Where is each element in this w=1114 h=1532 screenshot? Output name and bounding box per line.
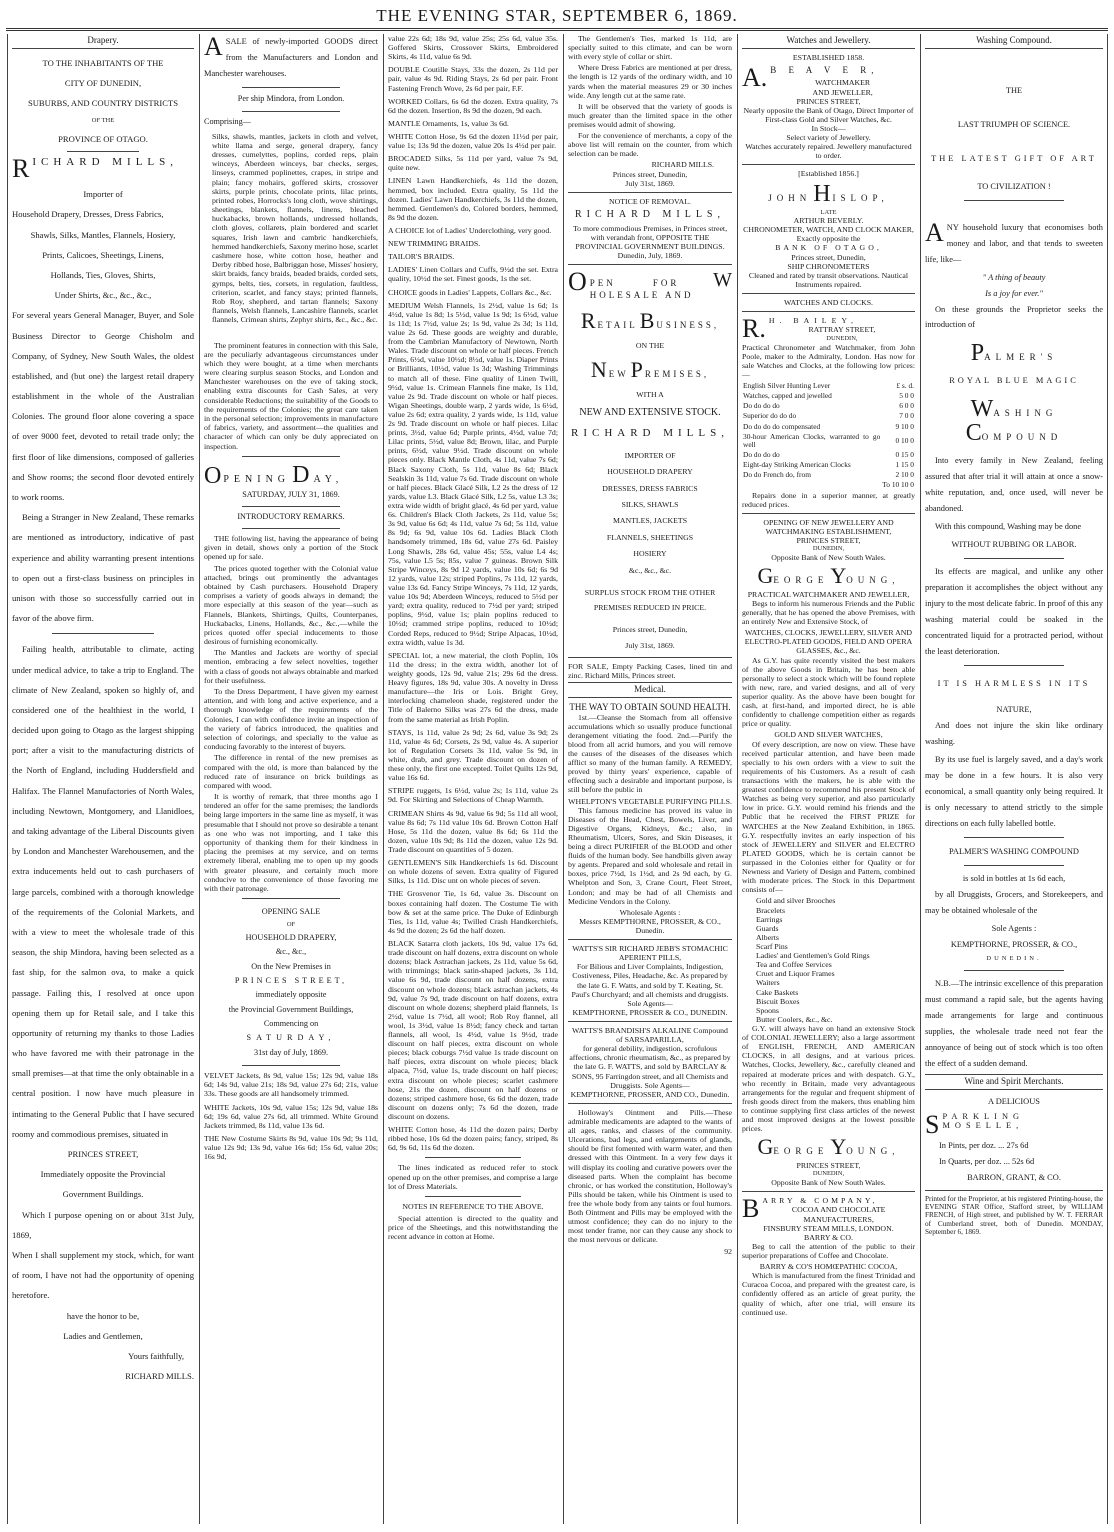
price-item: Superior do do do <box>743 411 797 421</box>
young-caps: WATCHES, CLOCKS, JEWELLERY, SILVER AND ELECTRO-PLATED GOODS, FIELD AND OPERA GLASSES, &c., &c. <box>744 628 913 656</box>
notes-heading: NOTES IN REFERENCE TO THE ABOVE. <box>402 1201 544 1211</box>
goods-list: IMPORTER OF HOUSEHOLD DRAPERY DRESSES, DRESS FABRICS SILKS, SHAWLS MANTLES, JACKETS FLANNELS, SHEETINGS HOSIERY &c., &c., &c. <box>602 451 698 575</box>
divider <box>52 633 154 634</box>
divider <box>568 1021 732 1022</box>
open-for-heading: O PEN FOR W HOLESALE AND <box>568 266 732 300</box>
column-rule <box>7 34 8 1524</box>
column-6 <box>925 34 1103 1524</box>
notes-body: Special attention is directed to the quality and price of the Sheetings, and this notwithstanding the recent advance in cotton at Home. <box>388 1213 558 1242</box>
item-velvet-jackets: VELVET Jackets, 8s 9d, value 15s; 12s 9d, value 18s 6d; 14s 9d, value 21s; 18s 9d, value 27s 6d; 21s, value 33s. These goods are all handsomely trimmed. <box>204 1070 378 1099</box>
divider <box>568 192 732 193</box>
price-value: 6 0 0 <box>899 401 914 411</box>
price-value: 5 0 0 <box>899 391 914 401</box>
sole-agents: Sole Agents : <box>991 923 1037 933</box>
address-line: TO THE INHABITANTS OF THE <box>42 57 164 68</box>
price-row <box>742 450 915 460</box>
nature: NATURE, <box>996 705 1032 715</box>
opening-sale: OPENING SALE OF HOUSEHOLD DRAPERY, &c., &c., On the New Premises in PRINCES STREET, immediately opposite the Provincial Government Buildings, Commencing on SATURDAY, 31st day of July, 1869. <box>228 907 354 1057</box>
footnote: The lines indicated as reduced refer to stock opened up on the other premises, and comprise a large lot of Dress Materials. <box>388 1163 558 1191</box>
delicious: A DELICIOUS <box>988 1096 1040 1106</box>
divider <box>67 151 140 152</box>
late: LATE <box>820 208 837 216</box>
remarks-body <box>204 534 378 893</box>
stock-item: Bracelets <box>756 905 786 915</box>
into: Into every family in New Zealand, feeling assured that after trial it will attain at once a snow-white reputation, and, once used, will never be abandoned. <box>925 456 1103 514</box>
price-item <box>742 480 881 490</box>
item: A CHOICE lot of Ladies' Underclothing, very good. <box>388 225 552 235</box>
ship: SHIP CHRONOMETERS <box>787 261 870 271</box>
stock-item: Scarf Pins <box>756 941 788 951</box>
with-a: WITH A <box>636 390 664 400</box>
closing: Yours faithfully, <box>128 1350 184 1361</box>
closing: have the honor to be, <box>66 1310 140 1321</box>
way-heading: THE WAY TO OBTAIN SOUND HEALTH. <box>569 702 731 712</box>
paragraph: Which I purpose opening on or about 31st July, 1869, <box>12 1209 194 1240</box>
divider <box>242 1065 339 1066</box>
price-item: English Silver Hunting Lever <box>743 381 831 391</box>
barry-text: Beg to call the attention of the public to their superior preparations of Coffee and Chocolate. <box>742 1241 915 1260</box>
stock-item: Alberts <box>756 932 779 942</box>
opening-sub: DUNEDIN, <box>812 545 845 553</box>
paragraph: Failing health, attributable to climate, acting under medical advice, to take a trip to England. The climate of New Zealand, spoken so highly of, and considered one of the healthiest in the world, I decided upon going to Otago as the largest shipping port; after a visit to the manufacturing districts of the North of England, including Huddersfield and Halifax. The Flannel Manufactories of North Wales, including Newtown, Montgomery, and Llanidloes, and taking advantage of the Liberal Discounts given by London and Manchester Warehousemen, and the extra inducements held out to cash purchasers of large parcels, combined with a thorough knowledge of the requirements of the Colonial Markets, and with a view to meet the wholesale trade of this season, the ship Mindora, having been selected as a fast ship, for the salmon ova, to make a quick passage. Failing this, I resolved at once upon opening them up for Retail sale, and I take this opportunity of returning my thanks to those Ladies who have favored me with their patronage in the small premises—at that time the only obtainable in a central position. I now have much pleasure in intimating to the General Public that I have secured roomy and commodious premises, situated in <box>12 644 194 1139</box>
item: CRIMEAN Shirts 4s 9d, value 6s 9d; 5s 11d all wool, value 8s 6d; 7s 11d value 10s 6d. Brown Cotton Half Hose, 5s 11d the dozen, value 8s 6d; 6s 11d the dozen, value 10s 9d; 8s 11d the dozen, value 12s 9d. Trade discount on quantities of 5 dozen. <box>388 808 558 854</box>
line: Shawls, Silks, Mantles, Flannels, Hosiery, <box>30 229 176 240</box>
price-item: Watches, capped and jewelled <box>743 391 832 401</box>
gold-text: Of every description, are now on view. These have received particular attention, and have been made specially to his own orders with a view to suit the requirements of his Customers. As a result of cash transactions with the makers, he is able with the greatest confidence to recommend his present Stock of Watches as being very superior, and also particularly low in price. G.Y. would remind his friends and the Public that he received the FIRST PRIZE for WATCHES at the New Zealand Exhibition, in 1865. G.Y. respectfully invites an early inspection of his stock of JEWELLERY and SILVER and ELECTRO PLATED GOODS, which he is certain cannot be surpassed in the Colonies either for Quality or for Newness and Variety of Design and Pattern, combined with moderate prices. The Stock in this Department consists of— <box>742 739 915 895</box>
divider <box>925 1190 1103 1191</box>
young-addr: DUNEDIN, <box>812 1170 845 1178</box>
civilization: TO CIVILIZATION ! <box>977 181 1051 191</box>
cocoa: COCOA AND CHOCOLATE MANUFACTURERS, <box>791 1205 886 1224</box>
signature: RICHARD MILLS. <box>651 160 714 170</box>
washing-compound: WASHING COMPOUND <box>965 396 1063 447</box>
price-table <box>742 381 915 491</box>
price-value: 0 15 0 <box>895 450 914 459</box>
line: Prints, Calicoes, Sheetings, Linens, <box>42 249 164 260</box>
price-row <box>742 391 915 401</box>
paragraph: When I shall supplement my stock, which, for want of room, I have not had the opportunity of opening heretofore. <box>12 1249 194 1301</box>
paragraph: To the Dress Department, I have given my earnest attention, and with long and active experience, and a thorough knowledge of the requirements of the Colonies, I can with confidence invite an inspection of the variety of fabrics introduced, the qualities and selection of colorings, and specially to the value as conducing favorably to the interest of buyers. <box>204 687 378 752</box>
column-1 <box>12 34 194 1524</box>
beaver-text: Nearly opposite the Bank of Otago, Direct Importer of First-class Gold and Silver Watches, &c. <box>743 105 914 124</box>
hislop-heading: JOHN H ISLOP, <box>768 180 889 207</box>
homeo: BARRY & CO'S HOMŒPATHIC COCOA, <box>759 1262 898 1272</box>
column-rule <box>199 34 200 1524</box>
opening-heading: OPENING OF NEW JEWELLERY AND WATCHMAKING ESTABLISHMENT, <box>763 517 894 536</box>
price-table-body <box>742 381 915 491</box>
item: WORKED Collars, 6s 6d the dozen. Extra quality, 7s 6d the dozen. Insertion, 8s 9d the dozen, 9d each. <box>388 96 558 115</box>
stock-item: Guards <box>756 923 779 933</box>
repairs: Repairs done in a superior manner, at greatly reduced prices. <box>742 490 915 509</box>
divider <box>964 865 1064 866</box>
section-heading-washing: Washing Compound. <box>925 34 1103 49</box>
price-item: 30-hour American Clocks, warranted to go well <box>743 431 881 449</box>
column-rule <box>563 34 564 1524</box>
closing: Ladies and Gentlemen, <box>63 1330 143 1341</box>
watts-agent: KEMPTHORNE, PROSSER & CO., DUNEDIN. <box>572 1007 728 1017</box>
item: SPECIAL lot, a new material, the cloth Poplin, 10s 11d the dress; in the extra width, another lot of weighty goods, 12s 9d, value 21s; 29s 6d the dress. Heavy figures, 18s 9d, value 30s. A novelty in Dress manufacture—the Iris or Lois. Bright Grey, interlocking chameleon shade, registered under the Title of Balerno Silks was 27s 6d the dress, made from the same material as Irish Poplin. <box>388 650 558 724</box>
bailey-text: Practical Chronometer and Watchmaker, from John Poole, maker to the Admiralty, London. Has now for sale Watches and Clocks, at the following low prices:— <box>742 342 915 379</box>
advertiser-name <box>12 153 194 183</box>
price-value: 7 0 0 <box>899 411 914 421</box>
kempthorne: KEMPTHORNE, PROSSER, & CO., <box>950 939 1078 949</box>
line: Under Shirts, &c., &c., &c., <box>54 290 152 301</box>
item: LADIES' Linen Collars and Cuffs, 9½d the set. Extra quality, 10½d the set. Finest goods, 1s the set. <box>388 265 558 284</box>
paragraph: Being a Stranger in New Zealand, These remarks are mentioned as introductory, indicative of past experience and ability warranting present intentions to open out a first-class business on principles in unison with those so successfully carried out in favor of the above firm. <box>12 512 194 624</box>
divider <box>964 558 1064 559</box>
sold: is sold in bottles at 1s 6d each, <box>962 873 1066 883</box>
price-value: To 10 10 0 <box>882 480 914 490</box>
section-heading-wine: Wine and Spirit Merchants. <box>925 1074 1103 1090</box>
established: ESTABLISHED 1858. <box>792 52 865 62</box>
street-name: PRINCES STREET, <box>67 1149 139 1160</box>
grounds: On these grounds the Proprietor seeks the introduction of <box>925 304 1103 330</box>
masthead-rule <box>6 28 1108 31</box>
divider <box>568 939 732 940</box>
richard-mills: RICHARD MILLS, <box>570 427 729 440</box>
item: NEW TRIMMING BRAIDS. <box>388 239 481 249</box>
stock-item: Tea and Coffee Services <box>756 960 832 970</box>
name-text: ICHARD MILLS, <box>32 155 179 168</box>
pwc: PALMER'S WASHING COMPOUND <box>949 846 1079 856</box>
item: LINEN Lawn Handkerchiefs, 4s 11d the dozen, hemmed, box included. Extra quality, 5s 11d the dozen. Ladies' Lawn Handkerchiefs, 3s 11d the dozen, hemmed. Gentlemen's do, Colored borders, hemmed, 8s 9d the dozen. <box>388 176 558 222</box>
the: THE <box>1005 85 1023 95</box>
young-text: Begs to inform his numerous Friends and the Public generally, that he has opened the above Premises, with an entirely New and Extensive Stock, of <box>742 598 915 627</box>
price-item: Do do do do <box>743 401 780 411</box>
gift: THE LATEST GIFT OF ART <box>931 153 1097 163</box>
item-list <box>204 1071 378 1162</box>
price-value: 1 15 0 <box>895 460 914 470</box>
finsbury: FINSBURY STEAM MILLS, LONDON. <box>763 1223 894 1233</box>
princes: Princes street, Dunedin, <box>791 252 866 262</box>
stock-item: Waiters <box>756 978 780 988</box>
young-heading-2: GEORGE YOUNG, <box>757 1134 900 1160</box>
watts-heading: WATTS'S SIR RICHARD JEBB'S STOMACHIC APERIENT PILLS, <box>572 944 728 963</box>
line: Hollands, Ties, Gloves, Shirts, <box>50 269 156 280</box>
paragraph: The difference in rental of the new premises as compared with the old, is more than balanced by the reduced rate of insurance on brick buildings as compared with wood. <box>204 753 378 790</box>
drop-cap: R <box>12 153 30 183</box>
divider <box>568 1103 732 1104</box>
signature-line: Princes street, Dunedin, <box>612 169 688 179</box>
signature-line: July 31st, 1869. <box>625 178 675 188</box>
new-stock: NEW AND EXTENSIVE STOCK. <box>579 407 721 419</box>
any-text: ANY household luxury that economises both money and labor, and that tends to sweeten life, like— <box>925 217 1103 264</box>
stock-item: Butter Coolers, &c., &c. <box>756 1014 833 1024</box>
homeo-text: Which is manufactured from the finest Trinidad and Curacoa Cocoa, and prepared with the greatest care, is confidently offered as an article of great purity, the quality of which, after one trial, will ensure its continued use. <box>742 1271 915 1317</box>
price-item: Do do French do, from <box>743 470 811 480</box>
dunedin: DUNEDIN. <box>986 954 1042 962</box>
divider <box>425 1196 520 1197</box>
beaver-heading: A. B E A V E R, <box>742 62 879 92</box>
address-line: PROVINCE OF OTAGO. <box>58 133 148 144</box>
item: value 22s 6d; 18s 9d, value 25s; 25s 6d, value 35s. Goffered Skirts, Crossover Skirts, Embroidered Skirts, 4s 11d, value 6s 9d. <box>388 34 558 62</box>
pints: In Pints, per doz. ... 27s 6d <box>939 1140 1029 1150</box>
item: THE Grosvenor Tie, 1s 6d, value 3s. Discount on boxes containing half dozen. The Costume Tie with bow & set at the same price. The Duke of Edinburgh Ties, 1s 11d, value 4s; Twilled Crash Handkerchiefs, 4s 9d the dozen; 2s 6d the half dozen. <box>388 889 558 935</box>
young-addr: Opposite Bank of New South Wales. <box>771 1177 886 1187</box>
young-heading: GEORGE YOUNG, <box>757 562 900 588</box>
comprising-label: Comprising— <box>204 116 251 126</box>
quote: " A thing of beauty <box>982 272 1046 282</box>
paragraph: The prices quoted together with the Colonial value attached, brings out prominently the advantages obtained by Cash purchasers. Household Drapery comprises a variety of goods always in demand; the more especially at this season of the year—such as Flannels, Blankets, Shirtings, Quilts, Counterpanes, Huckabacks, Linens, Hollands, &c., &c.,—while the prices quoted offer special inducements to those desirous of furnishing economically. <box>204 563 378 647</box>
in-stock-2: Select variety of Jewellery. <box>786 133 871 143</box>
price-value: 0 10 0 <box>895 435 914 445</box>
established-2: [Established 1856.] <box>798 169 859 179</box>
new-premises: N EW P REMISES, <box>590 357 710 383</box>
brandish-heading: WATTS'S BRANDISH'S ALKALINE Compound of SARSAPARILLA, <box>572 1026 728 1045</box>
stock-list <box>742 896 915 1024</box>
item: DOUBLE Coutille Stays, 33s the dozen, 2s 11d per pair, value 4s 9d. Riding Stays, 2s 6d per pair. Front Fastening French Wove, 2s 6d per pair, F.F. <box>388 65 558 93</box>
ship-line: Per ship Mindora, from London. <box>237 93 345 103</box>
masthead <box>0 0 1114 30</box>
bank: BANK OF OTAGO, <box>775 243 882 253</box>
divider <box>742 164 915 165</box>
stock-item: Cake Baskets <box>756 987 799 997</box>
nb: N.B.—The intrinsic excellence of this preparation must command a rapid sale, but the agents having made arrangements for large and continuous supplies, the wholesale trade need not fear the annoyance of being out of stock which is too often the effect of a sudden demand. <box>925 978 1103 1068</box>
wc-heading: WATCHES AND CLOCKS. <box>783 297 874 307</box>
divider <box>242 506 339 507</box>
address-line: SUBURBS, AND COUNTRY DISTRICTS <box>27 98 179 109</box>
column-3 <box>388 34 558 1524</box>
line: Importer of <box>83 189 123 200</box>
barry-heading: B ARRY & COMPANY, <box>742 1194 878 1224</box>
price-row <box>742 460 915 470</box>
divider <box>742 293 915 294</box>
retail-business: R ETAIL B USINESS, <box>580 307 720 333</box>
injure: And does not injure the skin like ordinary washing. <box>925 720 1103 746</box>
young-title: PRACTICAL WATCHMAKER AND JEWELLER, <box>747 589 910 599</box>
removal-name: RICHARD MILLS, <box>574 208 725 220</box>
divider <box>964 970 1064 971</box>
stock-text: G.Y. will always have on hand an extensive Stock of COLONIAL JEWELLERY; also a large assortment of ENGLISH, FRENCH, AND AMERICAN CLOCKS, in all designs, and at various prices. Watches, Clocks, Jewellery, &c., carefully cleaned and repaired at moderate prices and with despatch. G.Y., who recently in Britain, made very advantageous arrangements for the regular and frequent shipment of fresh goods direct from the makers, thus enabling him to continue supplying first class articles of the newest and most improved designs at the lowest possible prices. <box>742 1023 915 1134</box>
price-item: Eight-day Striking American Clocks <box>743 460 851 470</box>
section-heading-watches: Watches and Jewellery. <box>742 34 915 49</box>
druggists: by all Druggists, Grocers, and Storekeepers, and may be obtained wholesale of the <box>925 889 1103 915</box>
way-text: 1st.—Cleanse the Stomach from all offensive accumulations which so usually produce functional derangement vitiating the food. 2nd.—Purify the blood from all acrid humors, and you will remove the causes of the diseases of the diseases which afflict so many of the human family. A REMEDY, proved by thirty years' experience, capable of effecting such a desirable and important purpose, is still before the public in <box>568 712 732 795</box>
item-white-jackets: WHITE Jackets, 10s 9d, value 15s; 12s 9d, value 18s 6d; 19s 6d, value 27s 6d, all trimmed. White Ground Jackets trimmed, 8s 11d, value 13s 6d. <box>204 1102 378 1130</box>
divider <box>568 264 732 265</box>
sig2: July 31st, 1869. <box>625 640 675 650</box>
beaver-line: PRINCES STREET, <box>796 96 861 106</box>
section-heading-drapery: Drapery. <box>12 34 194 49</box>
stock-item: Biscuit Boxes <box>756 996 800 1006</box>
column-rule <box>737 34 738 1524</box>
price-row <box>742 381 915 391</box>
surplus: SURPLUS STOCK FROM THE OTHER PREMISES REDUCED IN PRICE. <box>584 587 716 613</box>
price-row <box>742 401 915 411</box>
divider <box>742 513 915 514</box>
divider <box>742 311 915 312</box>
bailey-heading: R. H. BAILEY, RATTRAY STREET, DUNEDIN, <box>742 314 876 344</box>
beverly: ARTHUR BEVERLY. <box>793 216 864 226</box>
price-row <box>742 480 915 490</box>
stock-item: Gold and silver Brooches <box>756 896 836 906</box>
page-number: 92 <box>724 1246 732 1256</box>
item: TAILOR'S BRAIDS. <box>388 252 455 262</box>
item-costume-skirts: THE New Costume Skirts 8s 9d, value 10s 9d; 9s 11d, value 12s 9d; 13s 9d, value 16s 6d; 15s 6d, value 20s; 16s 9d, <box>204 1134 378 1162</box>
paragraph: For several years General Manager, Buyer, and Sole Business Director to George Chisholm and Company, of Sydney, New South Wales, the oldest established, and (but one) the largest retail drapery establishment in the whole of the Australian Colonies. The ground floor alone covering a space of over 9000 feet, devoted to retail trade only; the first floor of like dimensions, composed of galleries and Show rooms; the second floor devoted entirely to work rooms. <box>12 310 194 503</box>
divider <box>242 87 339 88</box>
young-addr: PRINCES STREET, <box>796 1161 861 1171</box>
column-2 <box>204 34 378 1524</box>
remarks-heading: INTRODUCTORY REMARKS. <box>237 512 345 522</box>
line: Immediately opposite the Provincial <box>40 1169 166 1180</box>
stock-item: Spoons <box>756 1005 779 1015</box>
watches-repaired: Watches accurately repaired. Jewellery manufactured to order. <box>745 142 912 161</box>
barry-2: BARRY & CO. <box>804 1232 853 1242</box>
removal-heading: NOTICE OF REMOVAL. <box>609 196 691 206</box>
divider <box>742 1191 915 1192</box>
exact: Exactly opposite the <box>796 234 861 244</box>
item: BROCADED Silks, 5s 11d per yard, value 7s 9d, quite new. <box>388 154 558 173</box>
harmless: IT IS HARMLESS IN ITS <box>937 679 1091 689</box>
opening-sub: Opposite Bank of New South Wales. <box>771 552 886 562</box>
young-text-2: As G.Y. has quite recently visited the best makers of the above Goods in Britain, he has been able personally to select a stock which will be found replete with new, rare, and varied designs, and all of very superior quality. As the above have been bought for cash, at first-hand, and imported direct, he is able confidently to challenge competition either as regards price or quality. <box>742 655 915 729</box>
sale-note: The prominent features in connection with this Sale, are the peculiarly advantageous circumstances under which they were bought, at a time when merchants were clearing surplus season Stocks, and London and Manchester warehouses on the eve of taking stock, enabling extra discounts for Cash Sales, at very considerable Reductions; the suitability of the Goods to the requirements of the Colonies; the great care taken in the personal selection; improvements in manufacture of fabrics, variety, and assortment—the qualities and character of which can only be duly appreciated on inspection. <box>204 340 378 451</box>
item: WHITE Cotton Hose, 9s 6d the dozen 11½d per pair, value 1s; 13s 9d the dozen, value 20s 1s 4½d per pair. <box>388 131 558 151</box>
stock-item: Earrings <box>756 914 783 924</box>
gold-heading: GOLD AND SILVER WATCHES, <box>774 730 883 740</box>
holloway-text: Holloway's Ointment and Pills.—These admirable medicaments are adapted to the wants of all ages, ranks, and classes of the community. Ulcerations, bad legs, and enlargements of glands, should be first fomented with warm water, and then dressed with this Ointment. In a very few days it will display its cooling and curative powers over the diseased parts. When the complaint has become chronic, or has worked the constitution, Holloway's Pills should be taken, while his Ointment is used to free the whole body from any taints or foul humors. Both Ointment and Pills may be employed with the utmost confidence; they can do no injury to the most tender frame, nor can they cause any shock to the most nervous or delicate. <box>568 1107 732 1245</box>
effects: Its effects are magical, and unlike any other preparation it accomplishes the object without any injury to the most delicate fabric. In proof of this any washing material could be soaked in the concentrated liquid for a protracted period, without the least deterioration. <box>925 567 1103 657</box>
column-rule <box>920 34 921 1524</box>
paragraph: It is worthy of remark, that three months ago I tendered an offer for the same premises; the landlords being large importers in the same line as myself, it was presumable that I should not prove so desirable a tenant as one who was not importing, and I take this opportunity of thanking them for their kindness in placing the premises at my service, and on terms extremely liberal, enabling me to open up my goods with greater pleasure, and certainly much more conducive to the convenience of those favoring me with their patronage. <box>204 792 378 893</box>
item: STAYS, 1s 11d, value 2s 9d; 2s 6d, value 3s 9d; 2s 11d, value 4s 6d; Corsets, 2s 9d, value 4s. A superior lot of Regulation Corsets 3s 11d, value 5s 9d, in white, drab, and grey. Trade discount on dozen of these only, the first one excepted. Toilet Quilts 12s 9d, value 16s 6d. <box>388 727 558 783</box>
brandish-text: for general debility, indigestion, scrofulous affections, chronic rheumatism, &c., as prepared by the late G. F. WATTS, and sold by BARCLAY & SONS, 95 Farringdon street, and all Chemists and Druggists. Sole Agents— <box>569 1044 731 1090</box>
stock-item: Cruet and Liquor Frames <box>756 969 835 979</box>
opening-day-heading: O PENING D AY, <box>204 461 344 489</box>
section-heading-medical: Medical. <box>568 682 732 698</box>
divider <box>242 456 339 457</box>
imprint: Printed for the Proprietor, at his registered Printing-house, the EVENING STAR Office, Stafford street, by WILLIAM FRENCH, of High street, and published by W. T. FERRAR of Cumberland street, both of Dunedin. MONDAY, September 6, 1869. <box>925 1194 1103 1236</box>
drop-cap: A <box>204 34 223 61</box>
item: STRIPE ruggets, 1s 6½d, value 2s; 1s 11d, value 2s 9d. For Skirting and Selections of Cheap Warmth. <box>388 786 558 805</box>
sparkling: S PARKLING MOSELLE, <box>925 1109 1025 1139</box>
item: CHOICE goods in Ladies' Lappets, Collars &c., &c. <box>388 287 552 297</box>
divider <box>964 837 1064 838</box>
column-5 <box>742 34 915 1524</box>
whelpton-text: This famous medicine has proved its value in Diseases of the Head, Chest, Bowels, Liver, and Digestive Organs, Kidneys, &c.; also, in Rheumatism, Ulcers, Sores, and Skin Diseases, it being a direct PURIFIER of the BLOOD and other fluids of the human body. See handbills given away by agents. Prepared and sold wholesale and retail in boxes, price 7½d, 1s 1½d, and 2s 9d each, by G. Whelpton and Son, 3, Crane Court, Fleet Street, London; and may be had of all Chemists and Medicine Vendors in the Colony. <box>568 805 732 906</box>
royal: ROYAL BLUE MAGIC <box>949 376 1079 386</box>
goods-list: Silks, shawls, mantles, jackets in cloth and velvet, white llama and serge, general drapery, fancy dresses, cumelyttes, poplins, corded reps, plain winceys, Aberdeen winceys, bar checks, serges, linseys, crammed poplinettes, crapes, in stripe and plain; fancy mohairs, goffered skirts, crossover skirts, purple prints, chocolate prints, lilac prints, printed robes, Horrocks's long cloth, wove shirtings, sheetings, blankets, flannels, linens, bleached huckabacks, brown hollands, undressed hollands, cloth gloves, collarets, plain bordered and scarlet squares, Irish lawn and cambric handkerchiefs, hemmed handkerchiefs, Saxony merino hose, scarlet cashmere hose, white cotton hose, heather and Derby ribbed hose, Balbriggan hose, Misses' hosiery, skirt braids, fancy braids, beaded braids, corded sets, gymps, belts, ties, corsets, in regulation, faultless, criterion, scarlet, and fancy stays; printed flannels, Rob Roy, shepherd, and tartan flannels; Saxony flannels, Welsh flannels, Lancashire flannels, scarlet flannels, Crimean shirts, Zephyr shirts, &c., &c., &c. <box>212 131 378 325</box>
divider <box>242 528 339 529</box>
chrono: CHRONOMETER, WATCH, AND CLOCK MAKER, <box>743 225 914 235</box>
price-value: 2 10 0 <box>895 470 914 480</box>
paragraph: It will be observed that the variety of goods is much greater than the limited space in the other premises would admit of showing. <box>568 101 732 129</box>
signature: RICHARD MILLS. <box>125 1371 194 1382</box>
with: With this compound, Washing may be done <box>935 522 1082 532</box>
paragraph: The Mantles and Jackets are worthy of special mention, embracing a few select novelties, together with a class of goods not always obtainable and marked for their usefulness. <box>204 648 378 685</box>
removal-text: To more commodious Premises, in Princes street, with verandah front, OPPOSITE THE PROVINCIAL GOVERNMENT BUILDINGS. Dunedin, July, 1869. <box>572 223 728 260</box>
divider <box>964 665 1064 666</box>
sig2: Princes street, Dunedin, <box>612 625 688 635</box>
beaver-line: AND JEWELLER, <box>812 87 873 97</box>
fuel: By its use fuel is largely saved, and a day's work may be done in a few hours. It is also very economical, a small quantity only being required. It is only necessary to attend strictly to the simple directions on each fully labelled bottle. <box>925 754 1103 828</box>
opening-date: SATURDAY, JULY 31, 1869. <box>242 490 340 500</box>
address-line: OF THE <box>91 117 115 125</box>
line: Household Drapery, Dresses, Dress Fabrics, <box>12 209 164 220</box>
barron: BARRON, GRANT, & CO. <box>967 1172 1061 1182</box>
price-row <box>742 432 915 450</box>
divider <box>425 1157 520 1158</box>
item: BLACK Satarra cloth jackets, 10s 9d, value 17s 6d, trade discount on half dozens, extra discount on whole dozens; black Astrachan jackets, 2s 11d, value 5s 6d, with trimmings; black satin-shaped jackets, 3s 11d, value 6s 9d, trade discount on half dozens, extra discount on whole dozens; black astrachan jackets, 4s 9d, value 7s 9d, trade discount on half dozens, extra discount on whole dozens; shepherd plaid flannels, 1s 2½d, value 1s 7½d, all wool; Rob Roy flannel, all wool, 1s 3½d, value 1s 8½d; fancy check and tartan flannels, all wool, 1s 4½d, value 1s 9½d, trade discount on half pieces, extra discount on whole pieces; black coburgs 7½d value 1s trade discount on half pieces, extra discount on whole pieces; black alpaca, 7½d, value 1s, trade discount on half pieces; extra discount on whole pieces; scarlet cashmere hose, 21s the dozen, discount on half dozens or dozens; striped cashmere hose, 6s 6d the dozen, trade discount on dozens only; 7s 6d the dozen, trade discount on dozens. <box>388 938 558 1122</box>
divider <box>964 200 1064 201</box>
wholesale-label: Wholesale Agents : <box>619 907 681 917</box>
price-value: £ s. d. <box>896 381 914 391</box>
opening-sub: PRINCES STREET, <box>796 536 861 545</box>
sale-intro: ASALE of newly-imported GOODS direct from the Manufacturers and London and Manchester warehouses. <box>204 34 378 78</box>
divider <box>242 111 339 112</box>
divider <box>568 657 732 658</box>
paragraph: Where Dress Fabrics are mentioned at per dress, the length is 12 yards of the ordinary width, and 10 yards when the material measures 29 or 30 inches wide. Any length cut at the same rate. <box>568 63 732 100</box>
triumph: LAST TRIUMPH OF SCIENCE. <box>957 119 1071 129</box>
address-line: CITY OF DUNEDIN, <box>64 77 142 88</box>
whelpton-heading: WHELPTON'S VEGETABLE PURIFYING PILLS. <box>568 796 732 806</box>
quarts: In Quarts, per doz. ... 52s 6d <box>939 1156 1035 1166</box>
for-sale: FOR SALE, Empty Packing Cases, lined tin and zinc. Richard Mills, Princes street. <box>568 662 732 681</box>
in-stock: In Stock— <box>811 123 846 133</box>
price-value: 9 10 0 <box>895 421 914 431</box>
price-row <box>742 470 915 480</box>
price-item: Do do do do compensated <box>743 421 821 431</box>
divider <box>242 898 339 899</box>
price-row <box>742 411 915 421</box>
palmers: PALMER'S <box>970 340 1058 367</box>
paragraph: For the convenience of merchants, a copy of the above list will remain on the counter, from which selection can be made. <box>568 131 732 159</box>
ship-text: Cleaned and rated by transit observations. Nautical Instruments repaired. <box>748 270 909 289</box>
price-row <box>742 422 915 432</box>
column-rule <box>383 34 384 1524</box>
price-item: Do do do do <box>743 450 780 459</box>
wholesale-agent: Messrs KEMPTHORNE, PROSSER, & CO., Dunedin. <box>579 916 721 936</box>
column-rule <box>1107 34 1108 1524</box>
beaver-line: WATCHMAKER <box>815 78 871 88</box>
paragraph: THE following list, having the appearance of being given in detail, shows only a portion of the Stock opened up for sale. <box>204 534 378 562</box>
line: Government Buildings. <box>62 1189 144 1200</box>
brandish-agent: KEMPTHORNE, PROSSER, AND CO., Dunedin. <box>570 1089 730 1099</box>
without: WITHOUT RUBBING OR LABOR. <box>951 540 1077 550</box>
item: MANTLE Ornaments, 1s, value 3s 6d. <box>388 118 509 128</box>
on-the: ON THE <box>635 341 665 351</box>
item: GENTLEMEN'S Silk Handkerchiefs 1s 6d. Discount on whole dozens of seven. Extra quality of Figured Silks, 1s 11d. Disc unt on whole pieces of seven. <box>388 858 558 886</box>
column-4 <box>568 34 732 1524</box>
newspaper-title: THE EVENING STAR, SEPTEMBER 6, 1869. <box>376 6 738 25</box>
paragraph: The Gentlemen's Ties, marked 1s 11d, are specially suited to this climate, and can be worn with every style of collar or shirt. <box>568 34 732 62</box>
watts-text: For Bilious and Liver Complaints, Indigestion, Costiveness, Piles, Headache, &c. As prepared by the late G. F. Watts, and sold by T. Keating, St. Paul's Churchyard; and all chemists and druggists. Sole Agents— <box>571 962 729 1008</box>
item: MEDIUM Welsh Flannels, 1s 2½d, value 1s 6d; 1s 4½d, value 1s 8d; 1s 5½d, value 1s 9d; 1s 6½d, value 1s 11d; 1s 7½d, value 2s; 1s 9d, value 2s 3d; 1s 11d, value 2s 6d. These goods are weighty and durable, from the Cambrian Manufactory of Newtown, North Wales. Trade discount on whole or half pieces. French Prints, 6½d, value 10½d; 8½d, value 1s. Diaper Prints or Brilliants, 10½d, value 1s 3d; Washing Trimmings to match all of these. Fine quality of Linen Twill, 9½d, value 1s. Crimean Flannels fine make, 1s 11d, value 2s 9d. Trade discount on whole or half pieces. Wigan Sheetings, double warp, 2 yards wide, 1s 6½d, value 2s 6d; extra quality, 2 yards wide, 1s 11d, value 2s 9d. Trade discount on whole or half pieces. Lilac prints, 3½d, value 6d; Purple prints, 4½d, value 7d; Lilac prints, 5½d, value 8d; Brown, lilac, and Purple prints, 6½d, value 9½d. Trade discount on whole pieces only. Black Mantle Cloth, 4s 11d, value 7s 6d; Black Saxony Cloth, 5s 11d, value 8s 6d; Black Sealskin 3s 11d, value 7s 6d. Trade discount on whole or half pieces. Black Glacé Silk, L2 2s the dress of 12 yards, value L3. Black Glacé Silk, L2 5s, value L3 3s; extra wide width of bright glacé, 4s 6d per yard, value 6s. Children's Black Cloth Jackets, 2s 11d, value 5s; 3s 9d, value 6s 6d; 4s 11d, value 7s 6d; 5s 11d, value 8s 9d; 6s 9d, value 10s 6d. Ladies Black Cloth handsomely trimmed, 18s 6d, value 27s 6d. Paisley Long Shawls, 28s 6d, value 45s; 55s, value L4 4s; 75s, value L5 5s; 85s, value 7 guineas. Brown Silk Stripe Winceys, 8s 9d 12 yards, value 10s 6d; 6s 9d 12 yards, value 12s; striped Poplins, 7s 11d, 12 yards, value 13s 6d. Fancy Stripe Winceys, 7s 11d, 12 yards, value 10s 9d; Aberdeen Winceys, reduced to 5½d per yard; extra quality, reduced to 7½d per yard; striped poplins, 9½d, value 1s; plain poplins reduced to 10½d; crammed stripe poplins, reduced to 10½d; Corded Reps, reduced to 9½d; Stripe Alpacas, 10½d, extra width, value 1s 3d. <box>388 300 558 647</box>
stock-item: Ladies' and Gentlemen's Gold Rings <box>756 951 870 961</box>
item: WHITE Cotton hose, 4s 11d the dozen pairs; Derby ribbed hose, 10s 6d the dozen pairs; fancy, striped, 8s 6d, 9s 6d, 11s 6d the dozen. <box>388 1125 558 1153</box>
quote: Is a joy for ever." <box>985 288 1043 298</box>
